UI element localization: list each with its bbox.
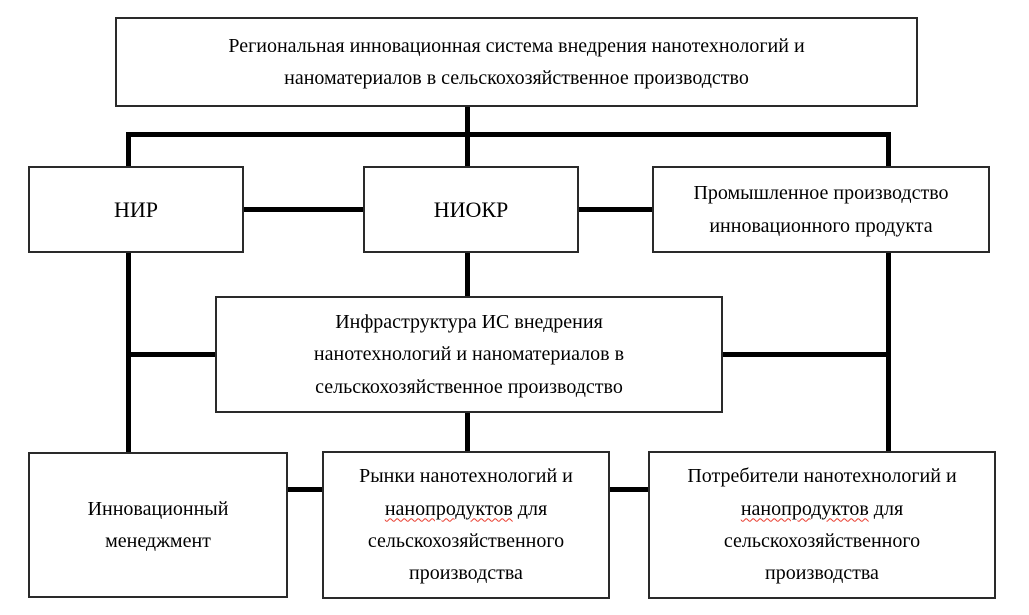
node-consumers [648,451,996,599]
edge-niokr-industrial [579,207,652,212]
node-niokr-label: НИОКР [433,196,509,222]
markets-text-after: для сельскохозяйственного производства [367,497,565,585]
node-regional-innovation-system [115,17,918,107]
node-innovation-management [28,452,288,598]
edge-management-markets [286,487,324,492]
edge-infrastructure-markets [465,411,470,453]
edge-drop-to-nir [126,132,131,166]
node-industrial-production [652,166,990,253]
edge-drop-to-industrial [886,132,891,166]
node-innovation-management-label: Инновационный менеджмент [87,497,229,552]
edge-top-distribution-line [126,132,891,137]
edge-infrastructure-right-stub [721,352,891,357]
edge-markets-consumers [608,487,650,492]
node-nir [28,166,244,253]
node-infrastructure-label: Инфраструктура ИС внедрения нанотехнологий и наноматериалов в сельскохозяйственное производство [313,310,625,398]
edge-nir-niokr [244,207,363,212]
markets-text-before: Рынки нанотехнологий и [359,465,573,488]
edge-infrastructure-left-stub [126,352,217,357]
node-regional-innovation-system-label: Региональная инновационная система внедрения нанотехнологий и наноматериалов в сельскохозяйственное производство [228,34,805,89]
edge-niokr-infrastructure [465,251,470,298]
node-markets [322,451,610,599]
node-industrial-production-label: Промышленное производство инновационного продукта [693,182,949,237]
node-markets-label [344,460,588,590]
consumers-misspelled-word: нанопродуктов [740,497,869,520]
node-nir-label: НИР [113,196,158,222]
node-niokr [363,166,579,253]
consumers-text-before: Потребители нанотехнологий и [687,465,957,488]
node-consumers-label [670,460,974,590]
markets-misspelled-word: нанопродуктов [384,497,513,520]
consumers-text-after: для сельскохозяйственного производства [723,497,921,585]
node-infrastructure [215,296,723,413]
